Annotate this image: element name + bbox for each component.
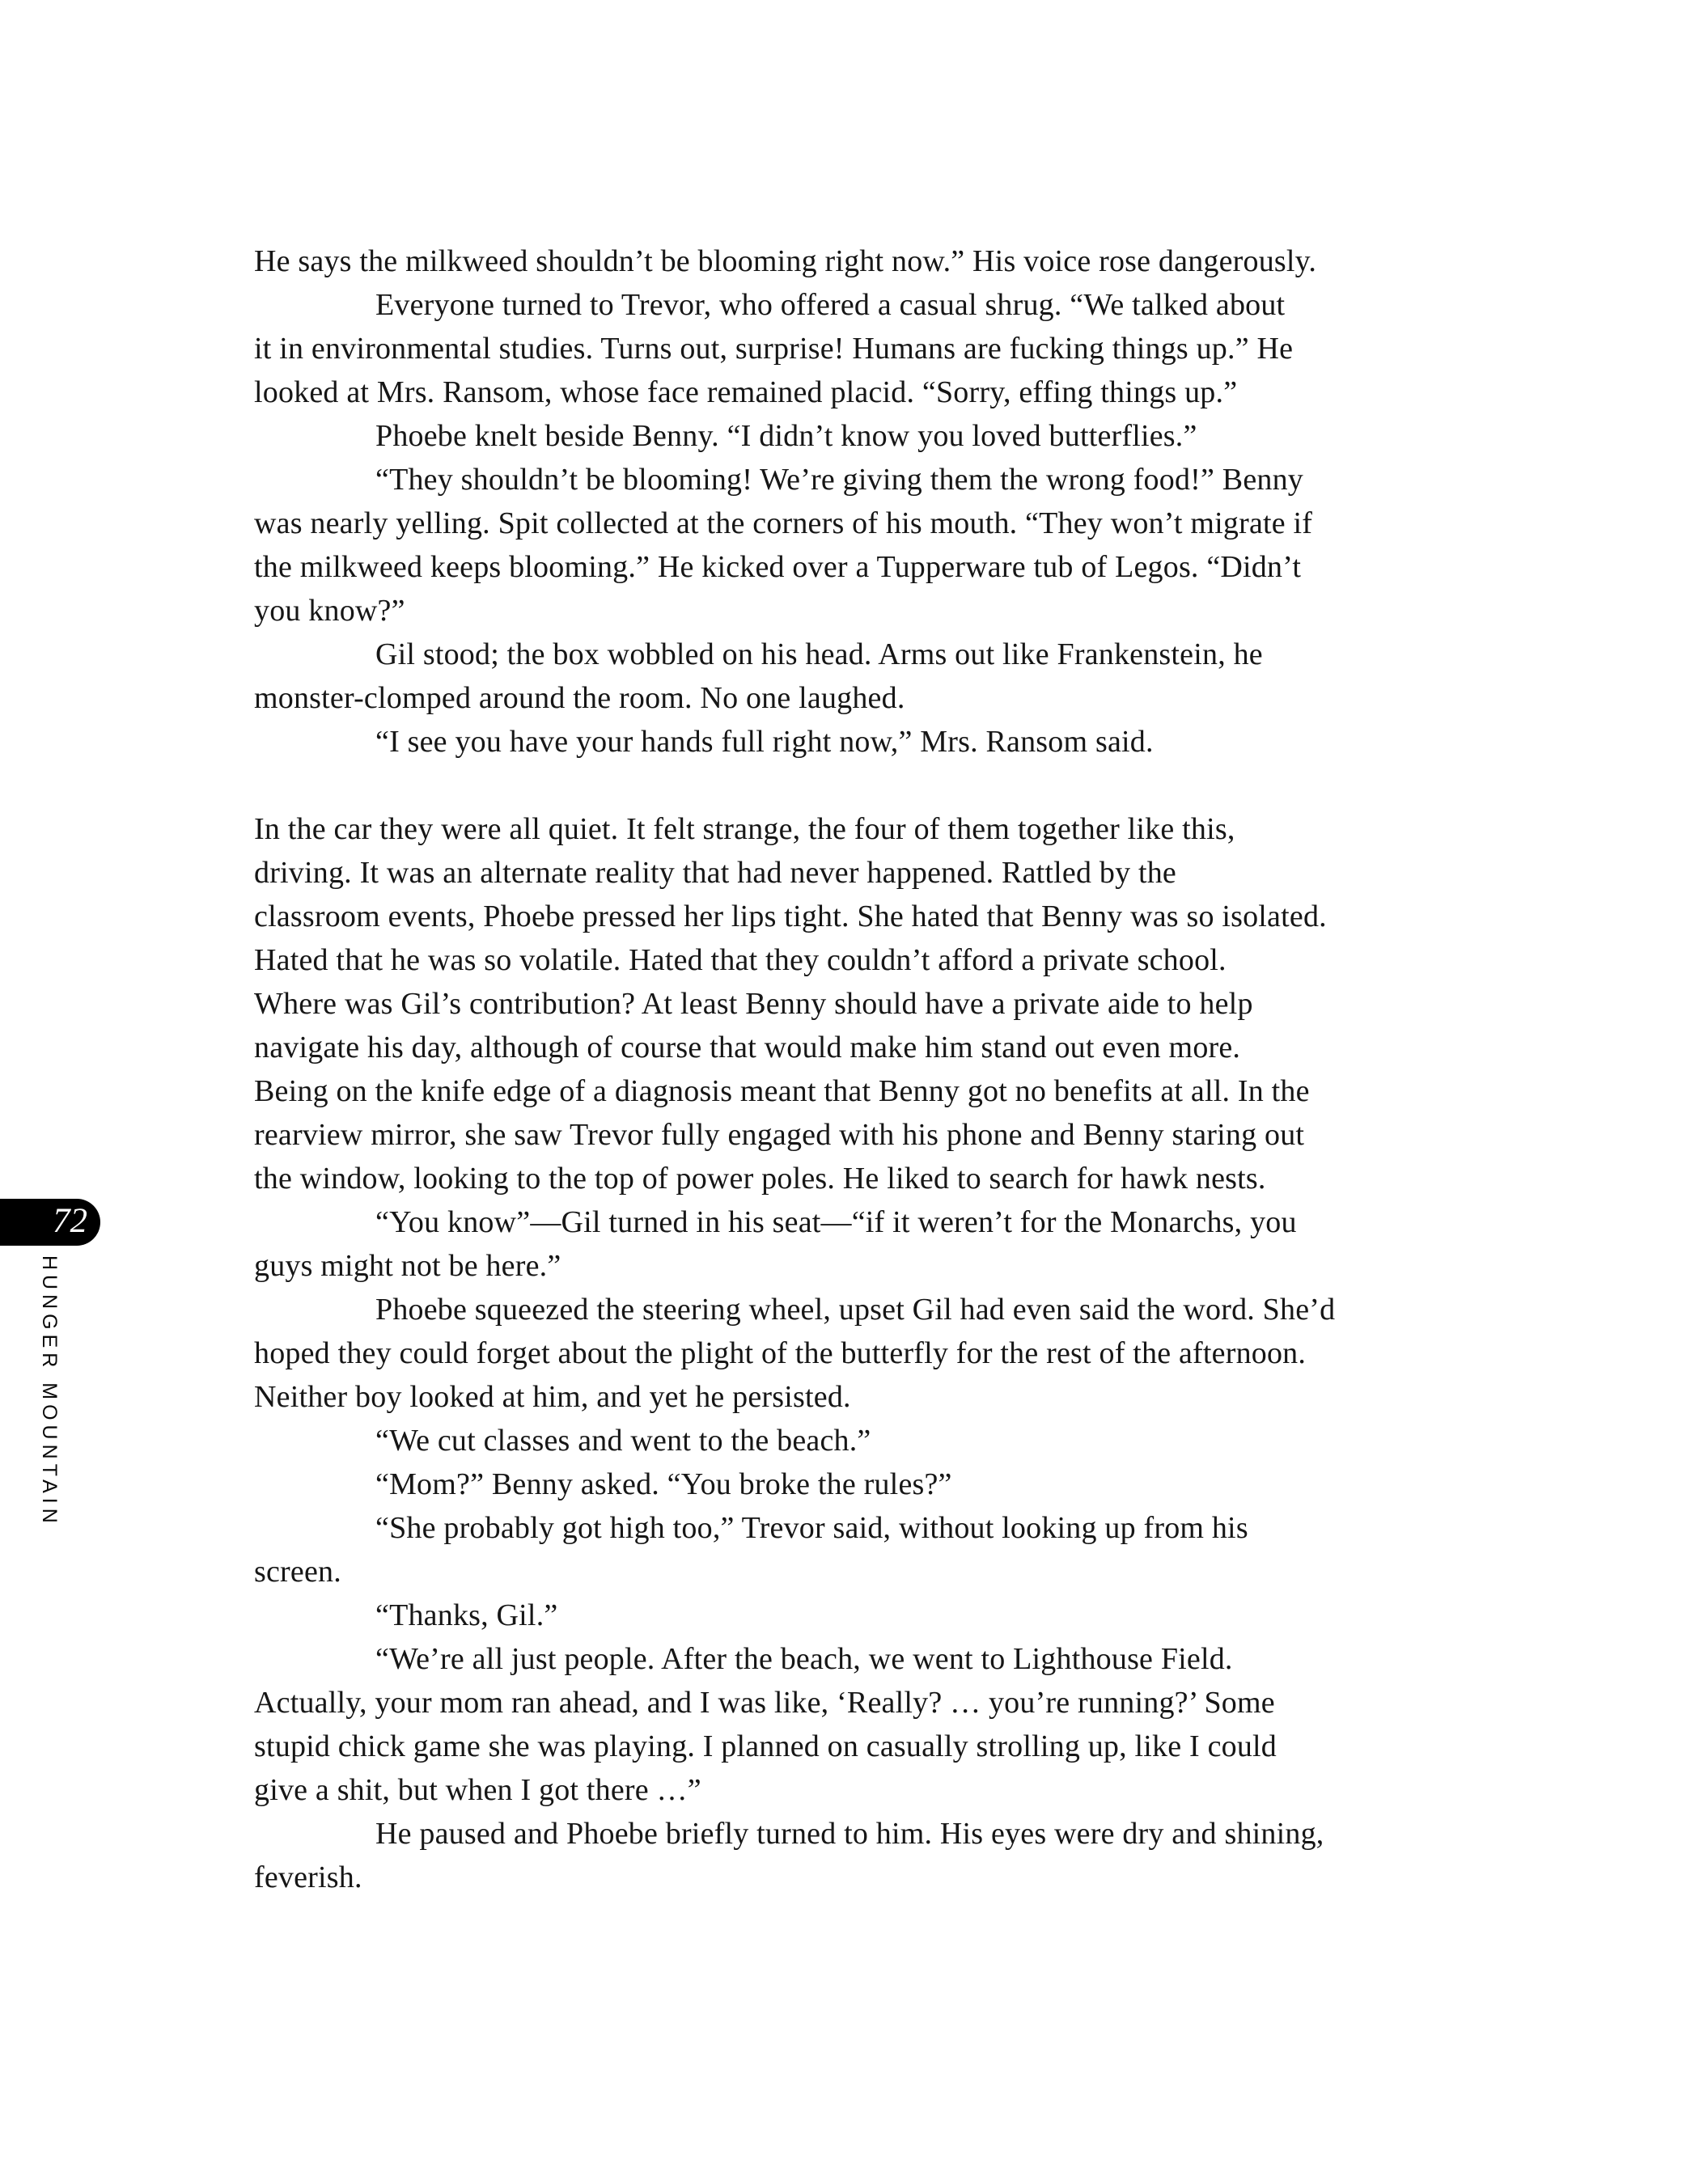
text-line: guys might not be here.”: [254, 1249, 561, 1283]
text-line: driving. It was an alternate reality that had never happened. Rattled by the: [254, 856, 1177, 890]
scene-break: [254, 764, 1532, 807]
text-line: rearview mirror, she saw Trevor fully engaged with his phone and Benny staring out: [254, 1118, 1305, 1152]
text-line: looked at Mrs. Ransom, whose face remained placid. “Sorry, effing things up.”: [254, 375, 1238, 409]
text-line: classroom events, Phoebe pressed her lips tight. She hated that Benny was so isolated.: [254, 899, 1327, 933]
text-line: you know?”: [254, 594, 405, 628]
text-line: “We cut classes and went to the beach.”: [375, 1424, 871, 1458]
text-line: “We’re all just people. After the beach, we went to Lighthouse Field.: [375, 1642, 1233, 1676]
text-line: screen.: [254, 1555, 341, 1589]
text-line: Phoebe squeezed the steering wheel, upset Gil had even said the word. She’d: [375, 1293, 1336, 1327]
text-line: Hated that he was so volatile. Hated that they couldn’t afford a private school.: [254, 943, 1227, 977]
running-title: HUNGER MOUNTAIN: [38, 1255, 61, 1528]
page-text: [254, 239, 1532, 1899]
text-line: Phoebe knelt beside Benny. “I didn’t know you loved butterflies.”: [375, 419, 1197, 453]
text-line: “I see you have your hands full right now,” Mrs. Ransom said.: [375, 725, 1154, 759]
text-line: it in environmental studies. Turns out, surprise! Humans are fucking things up.” He: [254, 332, 1294, 366]
text-line: He says the milkweed shouldn’t be blooming right now.” His voice rose dangerously.: [254, 244, 1317, 278]
text-line: “She probably got high too,” Trevor said, without looking up from his: [375, 1511, 1248, 1545]
text-line: monster-clomped around the room. No one laughed.: [254, 681, 905, 715]
text-line: In the car they were all quiet. It felt strange, the four of them together like this,: [254, 812, 1235, 846]
text-line: hoped they could forget about the plight of the butterfly for the rest of the afternoon.: [254, 1336, 1307, 1370]
text-line: navigate his day, although of course that would make him stand out even more.: [254, 1031, 1241, 1064]
text-line: Gil stood; the box wobbled on his head. Arms out like Frankenstein, he: [375, 637, 1263, 671]
page-number: 72: [53, 1202, 87, 1240]
text-line: “Thanks, Gil.”: [375, 1598, 558, 1632]
text-line: Being on the knife edge of a diagnosis meant that Benny got no benefits at all. In the: [254, 1074, 1310, 1108]
text-line: “Mom?” Benny asked. “You broke the rules?”: [375, 1467, 952, 1501]
text-line: “They shouldn’t be blooming! We’re giving them the wrong food!” Benny: [375, 463, 1303, 497]
text-line: was nearly yelling. Spit collected at the corners of his mouth. “They won’t migrate if: [254, 506, 1313, 540]
text-line: the window, looking to the top of power poles. He liked to search for hawk nests.: [254, 1162, 1266, 1196]
text-line: Where was Gil’s contribution? At least Benny should have a private aide to help: [254, 987, 1253, 1021]
text-line: feverish.: [254, 1860, 362, 1894]
text-line: Actually, your mom ran ahead, and I was like, ‘Really? … you’re running?’ Some: [254, 1686, 1275, 1720]
text-line: Neither boy looked at him, and yet he persisted.: [254, 1380, 851, 1414]
text-line: give a shit, but when I got there …”: [254, 1773, 701, 1807]
text-line: stupid chick game she was playing. I planned on casually strolling up, like I could: [254, 1729, 1277, 1763]
text-line: “You know”—Gil turned in his seat—“if it weren’t for the Monarchs, you: [375, 1205, 1297, 1239]
text-line: the milkweed keeps blooming.” He kicked over a Tupperware tub of Legos. “Didn’t: [254, 550, 1302, 584]
page-number-badge: [0, 1199, 100, 1246]
text-line: Everyone turned to Trevor, who offered a casual shrug. “We talked about: [375, 288, 1286, 322]
text-line: He paused and Phoebe briefly turned to him. His eyes were dry and shining,: [375, 1817, 1324, 1851]
